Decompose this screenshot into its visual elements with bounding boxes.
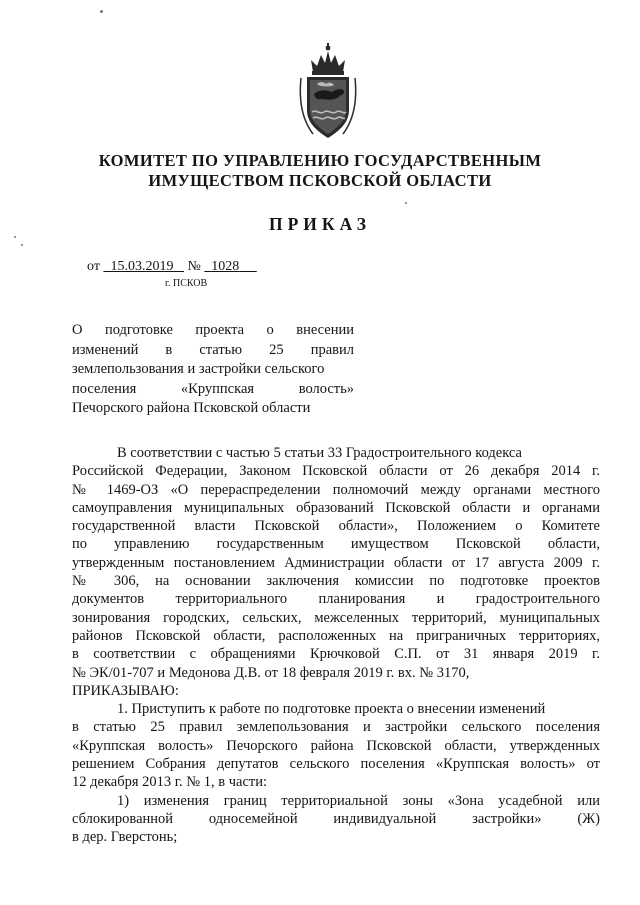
subitem-line: 1) изменения границ территориальной зоны «Зона усадебной или — [117, 792, 600, 809]
preamble-line: по управлению государственным имуществом Псковской области, — [72, 536, 600, 553]
item-line: в статью 25 правил землепользования и застройки сельского поселения — [72, 719, 600, 736]
order-date-number-line — [87, 259, 257, 275]
order-date: 15.03.2019 — [110, 259, 174, 274]
subitem-line: в дер. Гверстонь; — [72, 829, 178, 846]
preamble-line: самоуправления муниципальных образований Псковской области и органами — [72, 499, 600, 516]
preamble-line: утвержденным постановлением Администрации области от 17 августа 2009 г. — [72, 554, 600, 571]
coat-of-arms-emblem — [297, 42, 359, 142]
subject-line: поселения «Круппская волость» — [72, 380, 354, 397]
item-line: решением Собрания депутатов сельского поселения «Круппская волость» от — [72, 756, 600, 773]
preamble-line: в соответствии с обращениями Крючковой С.П. от 31 января 2019 г. — [72, 646, 600, 663]
preamble-line: зонирования городских, сельских, межселенных территорий, муниципальных — [72, 609, 600, 626]
preamble-line: В соответствии с частью 5 статьи 33 Градостроительного кодекса — [117, 445, 522, 461]
organization-name-line1: КОМИТЕТ ПО УПРАВЛЕНИЮ ГОСУДАРСТВЕННЫМ — [98, 151, 542, 170]
item-line: «Круппская волость» Печорского района Псковской области, утвержденных — [72, 737, 600, 754]
number-sign: № — [187, 259, 201, 274]
subitem-line: сблокированной односемейной индивидуальной застройки» (Ж) — [72, 810, 600, 827]
item-line: 1. Приступить к работе по подготовке проекта о внесении изменений — [117, 701, 546, 718]
subject-line: Печорского района Псковской области — [72, 400, 311, 416]
scan-speck — [14, 236, 16, 238]
order-city: г. ПСКОВ — [165, 278, 208, 289]
subject-line: О подготовке проекта о внесении — [72, 322, 354, 338]
preamble-line: документов территориального планирования и градостроительного — [72, 591, 600, 608]
preamble-line: районов Псковской области, расположенных на приграничных территориях, — [72, 627, 600, 644]
scan-speck — [100, 10, 103, 13]
preamble-line: № 1469-ОЗ «О перераспределении полномочий между органами местного — [72, 481, 600, 498]
item-line: 12 декабря 2013 г. № 1, в части: — [72, 774, 268, 791]
scan-speck — [21, 244, 23, 246]
date-prefix: от — [87, 259, 100, 274]
order-number: 1028 — [211, 259, 240, 274]
scan-speck — [405, 202, 407, 204]
order-subject — [72, 321, 354, 419]
subject-line: землепользования и застройки сельского — [72, 361, 325, 377]
order-word: ПРИКАЗЫВАЮ: — [72, 682, 179, 699]
preamble-line: № 306, на основании заключения комиссии по подготовке проектов — [72, 573, 600, 590]
order-body — [72, 444, 600, 847]
preamble-line: Российской Федерации, Законом Псковской области от 26 декабря 2014 г. — [72, 463, 600, 480]
preamble-line: № ЭК/01-707 и Медонова Д.В. от 18 февраля 2019 г. вх. № 3170, — [72, 664, 470, 681]
document-type-heading: ПРИКАЗ — [268, 214, 372, 234]
subject-line: изменений в статью 25 правил — [72, 341, 354, 358]
organization-name-line2: ИМУЩЕСТВОМ ПСКОВСКОЙ ОБЛАСТИ — [148, 171, 492, 190]
preamble-line: государственной власти Псковской области», Положением о Комитете — [72, 518, 600, 535]
